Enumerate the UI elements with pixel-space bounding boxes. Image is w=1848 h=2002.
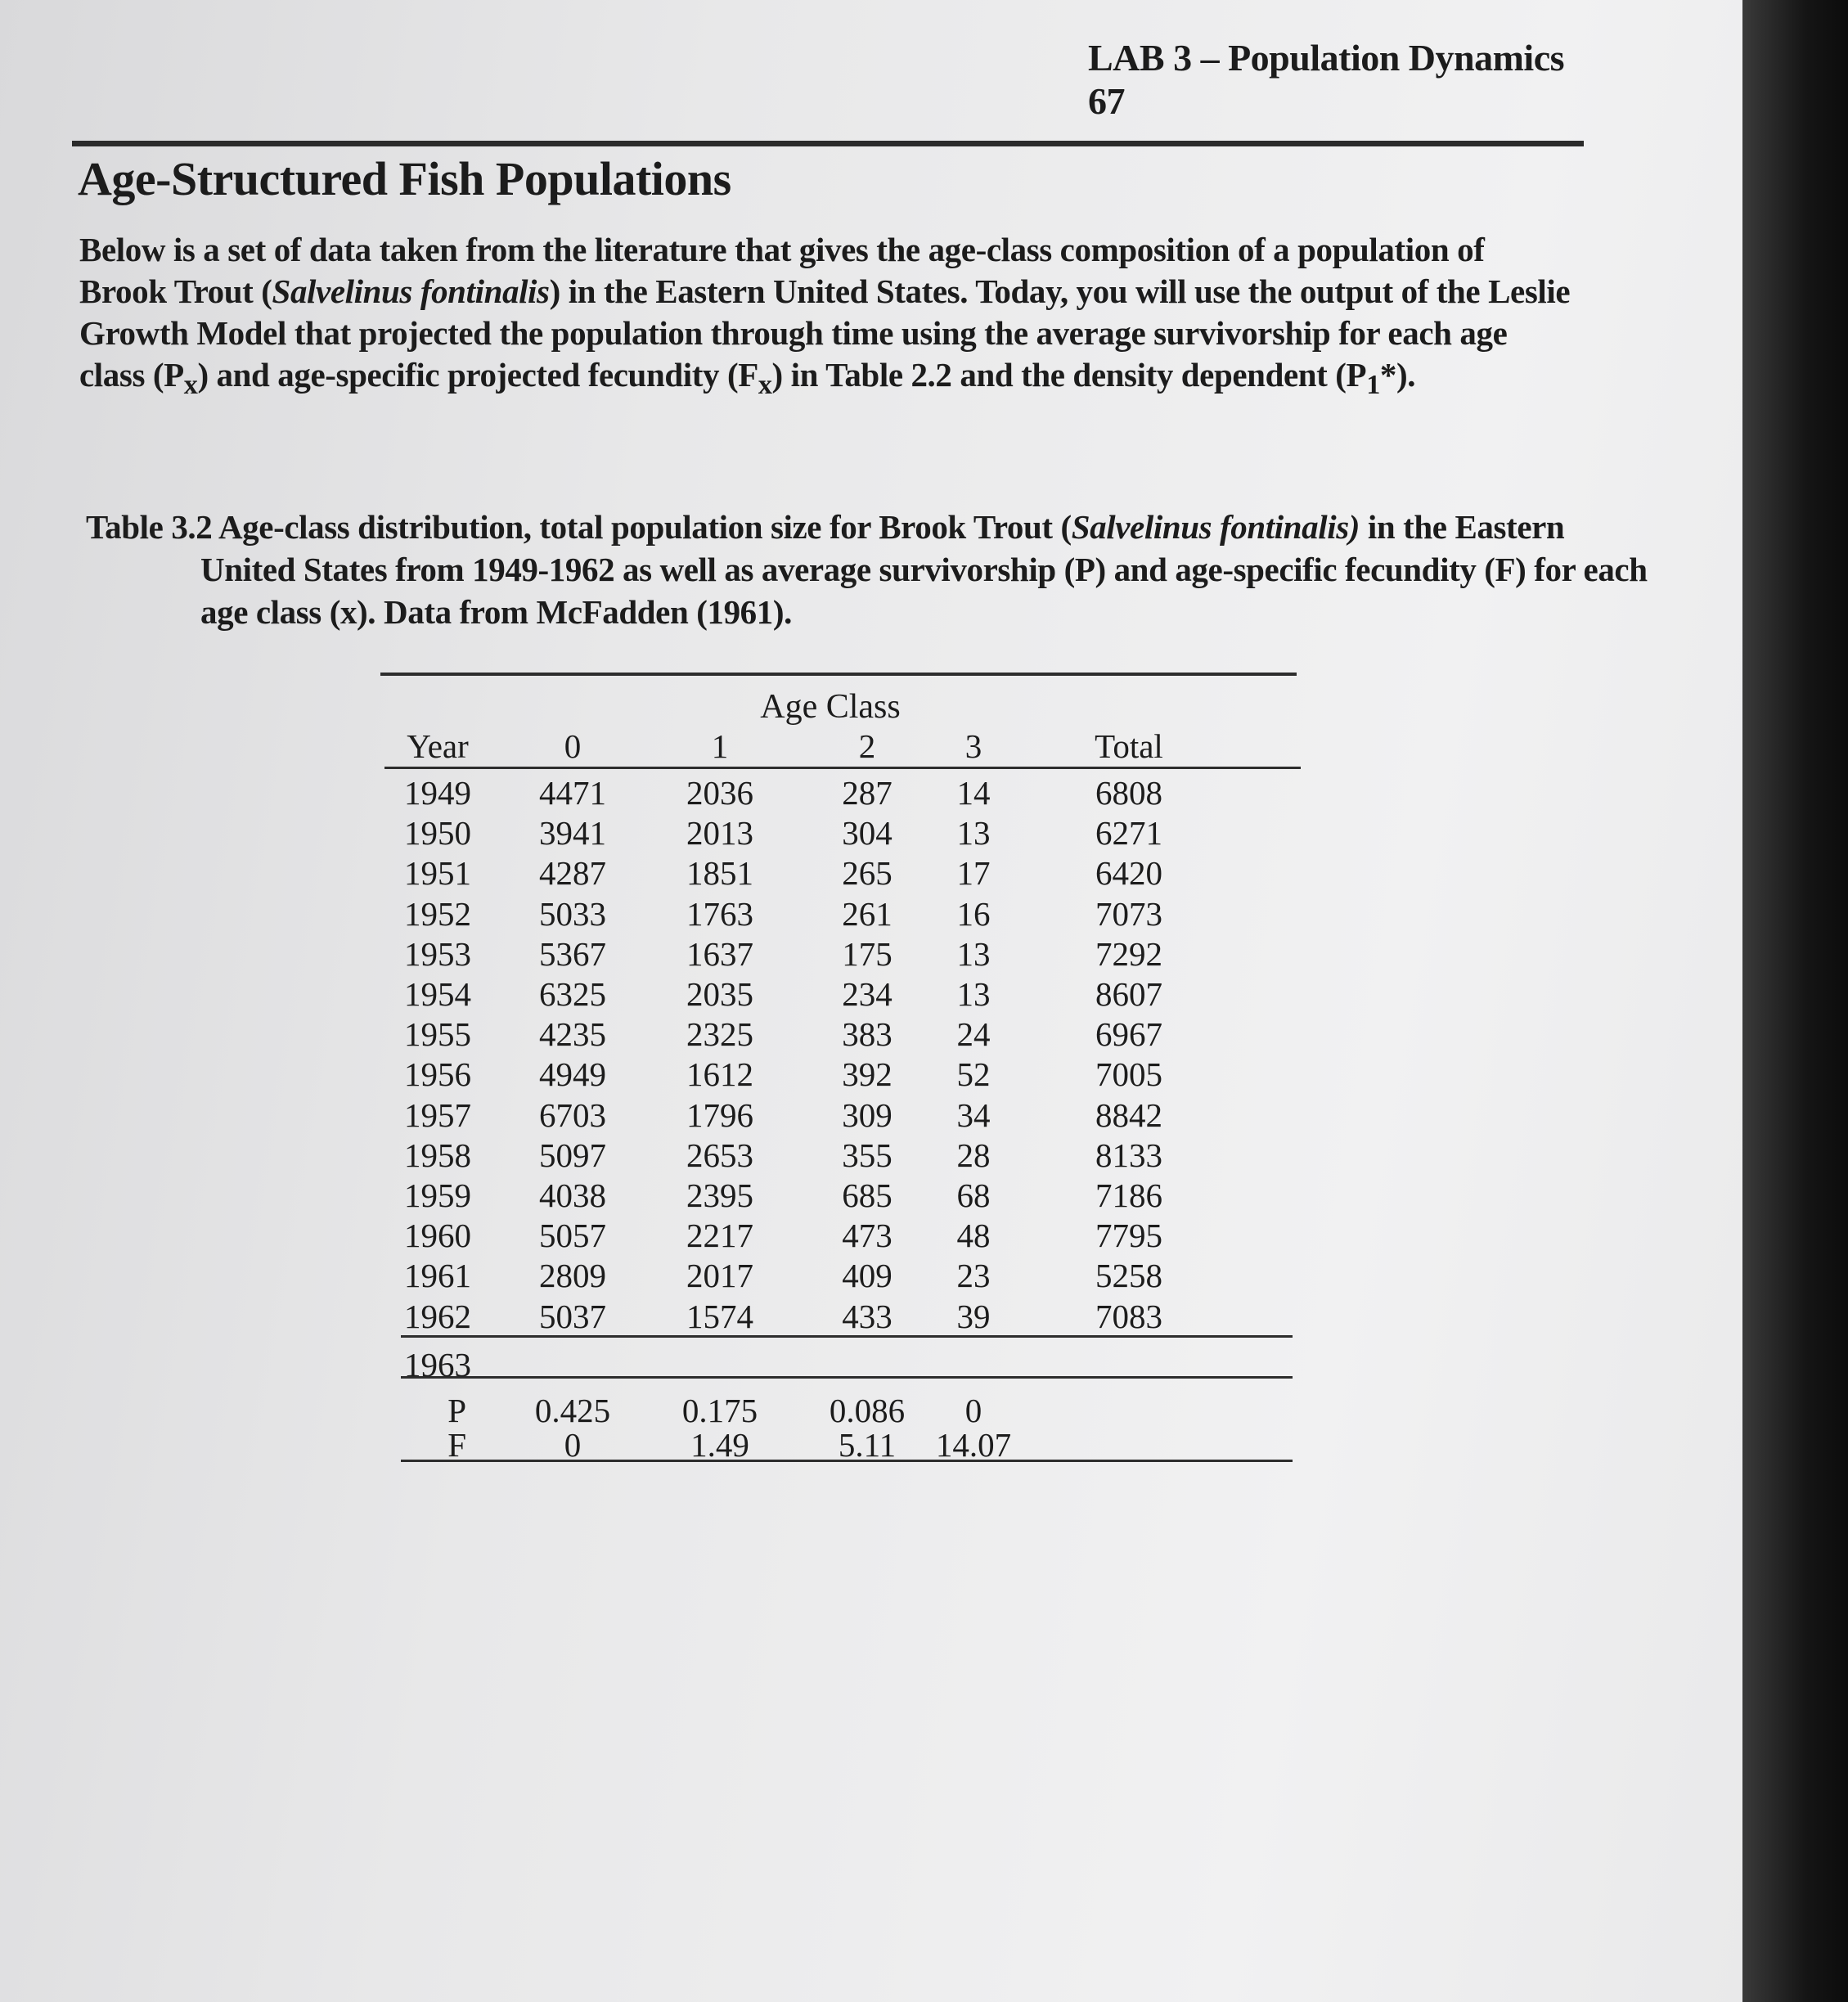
cell-year: 1950 [404,814,471,852]
cell-total: 6808 [1095,774,1162,812]
cell-age-1: 2017 [686,1257,753,1294]
cell-age-3: 68 [956,1176,991,1214]
cell-year: 1952 [404,895,471,933]
cell-age-1: 1851 [686,854,753,892]
cell-total: 8133 [1095,1136,1162,1174]
cell-age-2: 234 [842,975,893,1013]
cell-age-1: 1612 [686,1055,753,1093]
section-title: Age-Structured Fish Populations [78,152,731,205]
cell-age-1: 2217 [686,1217,753,1254]
caption-label: Table 3.2 [86,508,213,546]
cell-total: 6420 [1095,854,1162,892]
cell-age-0: 2809 [539,1257,606,1294]
cell-age-1: 1796 [686,1096,753,1134]
cell-year: 1954 [404,975,471,1013]
intro-text-4: ) in Table 2.2 and the density dependent (P [771,356,1367,394]
cell-age-2: 309 [842,1096,893,1134]
cell-age-1: 2035 [686,975,753,1013]
header-rule [72,141,1584,146]
caption-text-2: in the Eastern United States from 1949-1962 as well as average survivorship (P) and age-specific fecundity (F) for each age class (x). Data from McFadden (1961). [200,508,1648,631]
fecundity-value: 5.11 [838,1426,897,1464]
survivorship-value: 0.086 [829,1392,906,1429]
cell-total: 5258 [1095,1257,1162,1294]
cell-total: 6967 [1095,1015,1162,1053]
cell-age-3: 48 [956,1217,991,1254]
cell-age-0: 3941 [539,814,606,852]
cell-age-2: 265 [842,854,893,892]
cell-age-3: 16 [956,895,991,933]
survivorship-value: 0.175 [681,1392,758,1429]
screen-edge [1742,0,1848,2002]
cell-year: 1955 [404,1015,471,1053]
cell-year: 1949 [404,774,471,812]
cell-age-3: 24 [956,1015,991,1053]
cell-age-2: 473 [842,1217,893,1254]
cell-age-3: 28 [956,1136,991,1174]
cell-total: 7292 [1095,935,1162,973]
cell-age-2: 433 [842,1298,893,1335]
header-age-1: 1 [711,727,729,765]
survivorship-value: 0 [964,1392,982,1429]
cell-age-2: 175 [842,935,893,973]
cell-total: 7073 [1095,895,1162,933]
survivorship-value: 0.425 [534,1392,611,1429]
year-1963-rule [401,1376,1293,1379]
intro-text-3: ) and age-specific projected fecundity (F [197,356,758,394]
cell-age-1: 2036 [686,774,753,812]
cell-age-3: 52 [956,1055,991,1093]
cell-age-0: 5037 [539,1298,606,1335]
cell-age-0: 4949 [539,1055,606,1093]
intro-sub-x2: x [758,370,772,401]
cell-age-0: 4287 [539,854,606,892]
cell-age-2: 392 [842,1055,893,1093]
cell-age-3: 23 [956,1257,991,1294]
cell-age-0: 6325 [539,975,606,1013]
cell-total: 7795 [1095,1217,1162,1254]
cell-total: 7005 [1095,1055,1162,1093]
caption-text-1: Age-class distribution, total population size for Brook Trout ( [212,508,1072,546]
header-age-2: 2 [858,727,876,765]
cell-age-3: 13 [956,975,991,1013]
cell-year-1963: 1963 [404,1346,471,1383]
intro-species: Salvelinus fontinalis [272,272,550,310]
cell-age-1: 2325 [686,1015,753,1053]
cell-age-2: 304 [842,814,893,852]
cell-year: 1962 [404,1298,471,1335]
cell-total: 6271 [1095,814,1162,852]
cell-year: 1956 [404,1055,471,1093]
cell-total: 8607 [1095,975,1162,1013]
intro-sub-x1: x [183,370,198,401]
cell-age-3: 39 [956,1298,991,1335]
cell-age-1: 2653 [686,1136,753,1174]
header-year: Year [407,727,469,765]
cell-age-0: 4038 [539,1176,606,1214]
age-class-table [376,671,1301,1481]
cell-age-2: 355 [842,1136,893,1174]
cell-total: 7186 [1095,1176,1162,1214]
survivorship-label: P [447,1392,466,1429]
cell-year: 1959 [404,1176,471,1214]
cell-age-2: 287 [842,774,893,812]
cell-age-1: 2013 [686,814,753,852]
age-class-group-header: Age Class [760,688,901,726]
header-bottom-rule [384,767,1301,769]
cell-age-0: 5367 [539,935,606,973]
intro-text-2: ) in the Eastern United States. Today, you will use the output of the Leslie Growth Model that projected the population through time using the average survivorship for each age class (P [79,272,1571,394]
intro-sub-1: 1 [1366,370,1380,401]
intro-paragraph [79,229,1576,406]
fecundity-value: 14.07 [935,1426,1012,1464]
cell-age-3: 14 [956,774,991,812]
cell-age-2: 685 [842,1176,893,1214]
fecundity-value: 0 [564,1426,582,1464]
cell-year: 1953 [404,935,471,973]
cell-year: 1951 [404,854,471,892]
cell-year: 1961 [404,1257,471,1294]
intro-text-5: *). [1379,356,1416,394]
cell-age-3: 13 [956,814,991,852]
cell-age-0: 5057 [539,1217,606,1254]
header-age-0: 0 [564,727,582,765]
cell-age-1: 1574 [686,1298,753,1335]
cell-year: 1957 [404,1096,471,1134]
cell-age-0: 4235 [539,1015,606,1053]
fecundity-label: F [447,1426,466,1464]
caption-species: Salvelinus fontinalis) [1071,508,1360,546]
cell-age-3: 13 [956,935,991,973]
cell-year: 1958 [404,1136,471,1174]
cell-total: 7083 [1095,1298,1162,1335]
running-head: LAB 3 – Population Dynamics 67 [1088,37,1565,122]
intro-text-1: Below is a set of data taken from the literature that gives the age-class composition of a population of Brook Trout ( [79,231,1485,310]
cell-age-2: 383 [842,1015,893,1053]
cell-age-1: 1763 [686,895,753,933]
cell-age-2: 261 [842,895,893,933]
cell-age-2: 409 [842,1257,893,1294]
cell-age-1: 2395 [686,1176,753,1214]
fecundity-value: 1.49 [690,1426,749,1464]
cell-age-3: 17 [956,854,991,892]
table-top-rule [380,673,1297,676]
cell-age-0: 4471 [539,774,606,812]
cell-age-0: 5097 [539,1136,606,1174]
cell-total: 8842 [1095,1096,1162,1134]
table-caption [86,506,1657,633]
cell-year: 1960 [404,1217,471,1254]
header-age-3: 3 [964,727,982,765]
cell-age-0: 5033 [539,895,606,933]
cell-age-0: 6703 [539,1096,606,1134]
cell-age-3: 34 [956,1096,991,1134]
cell-age-1: 1637 [686,935,753,973]
header-total: Total [1095,727,1163,765]
